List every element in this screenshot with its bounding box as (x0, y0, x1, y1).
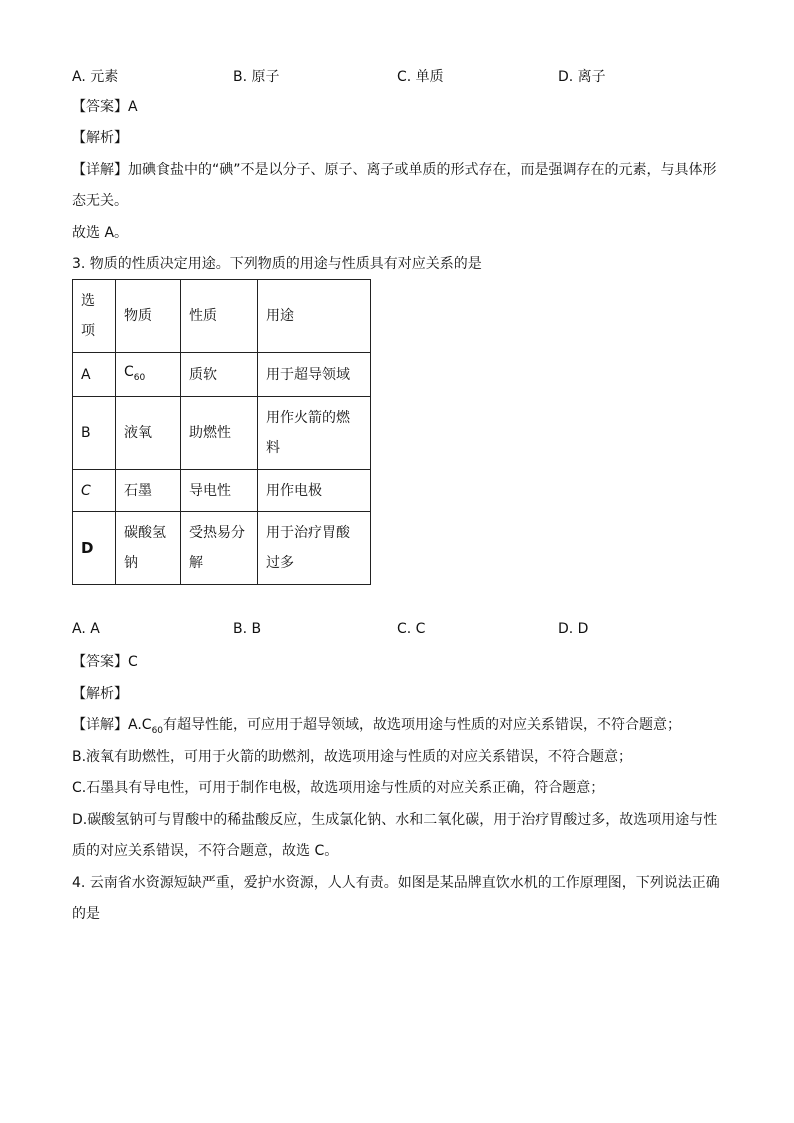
row-use: 用于治疗胃酸 过多 (258, 512, 371, 585)
row-use: 用作电极 (258, 470, 371, 512)
row-substance: $C_{60}$ (116, 353, 181, 397)
table-row (73, 470, 371, 512)
q2-detail-line2: 态无关。 (72, 193, 128, 209)
q2-option-c: C. 单质 (397, 69, 444, 85)
q2-analysis: 【解析】 (72, 130, 128, 146)
row-property: 质软 (181, 353, 258, 397)
row-substance: 液氧 (116, 397, 181, 470)
q3-detail-b: B.液氧有助燃性，可用于火箭的助燃剂，故选项用途与性质的对应关系错误，不符合题意； (72, 749, 633, 765)
table-row (73, 512, 371, 585)
header-option: 选 项 (73, 280, 116, 353)
row-use: 用作火箭的燃 料 (258, 397, 371, 470)
q3-detail-a: 【详解】$A.C_{60}$有超导性能，可应用于超导领域，故选项用途与性质的对应关系错误，不符合题意； (72, 717, 682, 736)
q2-answer: 【答案】A (72, 99, 138, 115)
q3-detail-d2: 质的对应关系错误，不符合题意，故选 C。 (72, 843, 339, 859)
q3-table (72, 279, 371, 585)
q3-option-b: B. B (233, 621, 262, 637)
q3-detail-d1: D.碳酸氢钠可与胃酸中的稀盐酸反应，生成氯化钠、水和二氧化碳，用于治疗胃酸过多，故选项用途与性 (72, 812, 718, 828)
row-property: 受热易分 解 (181, 512, 258, 585)
header-substance: 物质 (116, 280, 181, 353)
q2-option-b: B. 原子 (233, 69, 280, 85)
q2-option-a: A. 元素 (72, 69, 119, 85)
q3-options (72, 621, 632, 641)
q2-options (72, 66, 632, 86)
q3-option-d: D. D (558, 621, 589, 637)
q3-option-a: A. A (72, 621, 100, 637)
q3-stem: 3. 物质的性质决定用途。下列物质的用途与性质具有对应关系的是 (72, 256, 482, 272)
q4-stem-line1: 4. 云南省水资源短缺严重，爱护水资源，人人有责。如图是某品牌直饮水机的工作原理图，下列说法正确 (72, 875, 720, 891)
row-property: 助燃性 (181, 397, 258, 470)
header-property: 性质 (181, 280, 258, 353)
row-option: B (73, 397, 116, 470)
header-use: 用途 (258, 280, 371, 353)
row-substance: 石墨 (116, 470, 181, 512)
table-row (73, 353, 371, 397)
row-option: C (73, 470, 116, 512)
q2-conclusion: 故选 A。 (72, 225, 129, 241)
table-row (73, 397, 371, 470)
q3-detail-c: C.石墨具有导电性，可用于制作电极，故选项用途与性质的对应关系正确，符合题意； (72, 780, 605, 796)
q2-detail-line1: 【详解】加碘食盐中的“碘”不是以分子、原子、离子或单质的形式存在，而是强调存在的元素，与具体形 (72, 162, 717, 178)
q3-option-c: C. C (397, 621, 426, 637)
row-option: A (73, 353, 116, 397)
q3-answer: 【答案】C (72, 654, 138, 670)
row-use: 用于超导领域 (258, 353, 371, 397)
row-substance: 碳酸氢 钠 (116, 512, 181, 585)
row-option: D (73, 512, 116, 585)
q2-option-d: D. 离子 (558, 69, 606, 85)
table-header-row (73, 280, 371, 353)
q4-stem-line2: 的是 (72, 906, 100, 922)
q3-analysis: 【解析】 (72, 686, 128, 702)
row-property: 导电性 (181, 470, 258, 512)
